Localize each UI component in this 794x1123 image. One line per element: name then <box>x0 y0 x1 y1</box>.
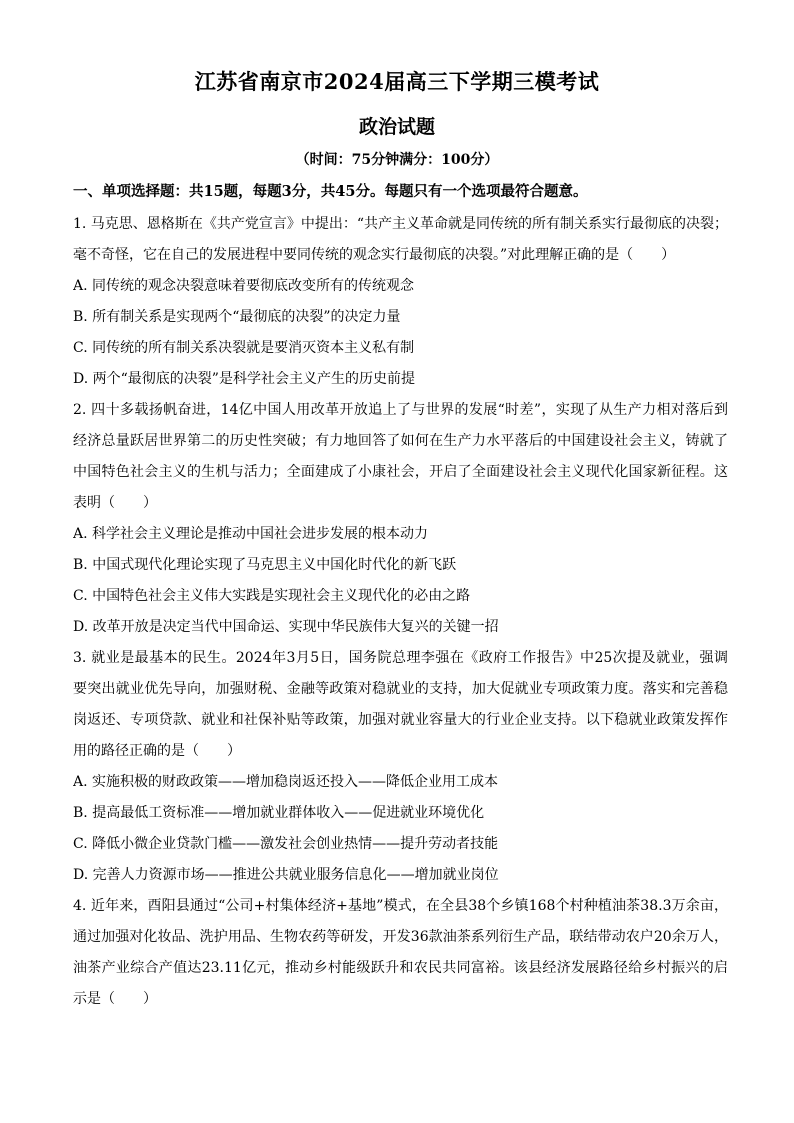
question-2-stem <box>73 395 728 519</box>
question-1-options <box>73 271 728 395</box>
answer-option: C. 同传统的所有制关系决裂就是要消灭资本主义私有制 <box>73 340 415 356</box>
question-stem-line: 用的路径正确的是（ ） <box>73 743 241 759</box>
question-1-stem <box>73 209 728 271</box>
question-stem-line: 经济总量跃居世界第二的历史性突破；有力地回答了如何在生产力水平落后的中国建设社会主义，铸就了 <box>73 433 728 449</box>
answer-option: D. 完善人力资源市场——推进公共就业服务信息化——增加就业岗位 <box>73 867 499 883</box>
answer-option: D. 改革开放是决定当代中国命运、实现中华民族伟大复兴的关键一招 <box>73 619 499 635</box>
question-4-stem <box>73 891 728 1015</box>
answer-option: C. 降低小微企业贷款门槛——激发社会创业热情——提升劳动者技能 <box>73 836 499 852</box>
question-stem-line: 2. 四十多载扬帆奋进，14亿中国人用改革开放追上了与世界的发展“时差”，实现了从生产力相对落后到 <box>73 402 728 418</box>
question-3-stem <box>73 643 728 767</box>
answer-option: C. 中国特色社会主义伟大实践是实现社会主义现代化的必由之路 <box>73 588 471 604</box>
answer-option: B. 所有制关系是实现两个“最彻底的决裂”的决定力量 <box>73 309 401 325</box>
subject-title: 政治试题 <box>358 116 435 138</box>
question-stem-line: 中国特色社会主义的生机与活力；全面建成了小康社会，开启了全面建设社会主义现代化国家新征程。这 <box>73 464 728 480</box>
question-stem-line: 4. 近年来，酉阳县通过“公司+村集体经济+基地”模式，在全县38个乡镇168个村种植油茶38.3万余亩， <box>73 898 728 914</box>
answer-option: A. 实施积极的财政政策——增加稳岗返还投入——降低企业用工成本 <box>73 774 499 790</box>
answer-option: A. 同传统的观念决裂意味着要彻底改变所有的传统观念 <box>73 278 415 294</box>
question-stem-line: 3. 就业是最基本的民生。2024年3月5日，国务院总理李强在《政府工作报告》中25次提及就业，强调 <box>73 650 728 666</box>
question-stem-line: 表明（ ） <box>73 495 157 511</box>
question-stem-line: 岗返还、专项贷款、就业和社保补贴等政策，加强对就业容量大的行业企业支持。以下稳就业政策发挥作 <box>73 712 728 728</box>
answer-option: B. 中国式现代化理论实现了马克思主义中国化时代化的新飞跃 <box>73 557 457 573</box>
question-2-options <box>73 519 728 643</box>
question-stem-line: 示是（ ） <box>73 991 157 1007</box>
question-stem-line: 通过加强对化妆品、洗护用品、生物农药等研发，开发36款油茶系列衍生产品，联结带动农户20余万人， <box>73 929 728 945</box>
question-3-options <box>73 767 728 891</box>
section-heading: 一、单项选择题：共15题，每题3分，共45分。每题只有一个选项最符合题意。 <box>73 183 588 200</box>
question-list <box>73 209 728 1015</box>
answer-option: B. 提高最低工资标准——增加就业群体收入——促进就业环境优化 <box>73 805 485 821</box>
answer-option: D. 两个“最彻底的决裂”是科学社会主义产生的历史前提 <box>73 371 415 387</box>
question-stem-line: 1. 马克思、恩格斯在《共产党宣言》中提出：“共产主义革命就是同传统的所有制关系实行最彻底的决裂； <box>73 216 728 232</box>
answer-option: A. 科学社会主义理论是推动中国社会进步发展的根本动力 <box>73 526 429 542</box>
question-stem-line: 毫不奇怪，它在自己的发展进程中要同传统的观念实行最彻底的决裂。”对此理解正确的是（ ） <box>73 247 676 263</box>
question-stem-line: 油茶产业综合产值达23.11亿元，推动乡村能级跃升和农民共同富裕。该县经济发展路径给乡村振兴的启 <box>73 960 728 976</box>
question-stem-line: 要突出就业优先导向，加强财税、金融等政策对稳就业的支持，加大促就业专项政策力度。落实和完善稳 <box>73 681 728 697</box>
exam-title: 江苏省南京市2024届高三下学期三模考试 <box>194 69 600 94</box>
time-info: （时间：75分钟满分：100分） <box>295 152 499 168</box>
